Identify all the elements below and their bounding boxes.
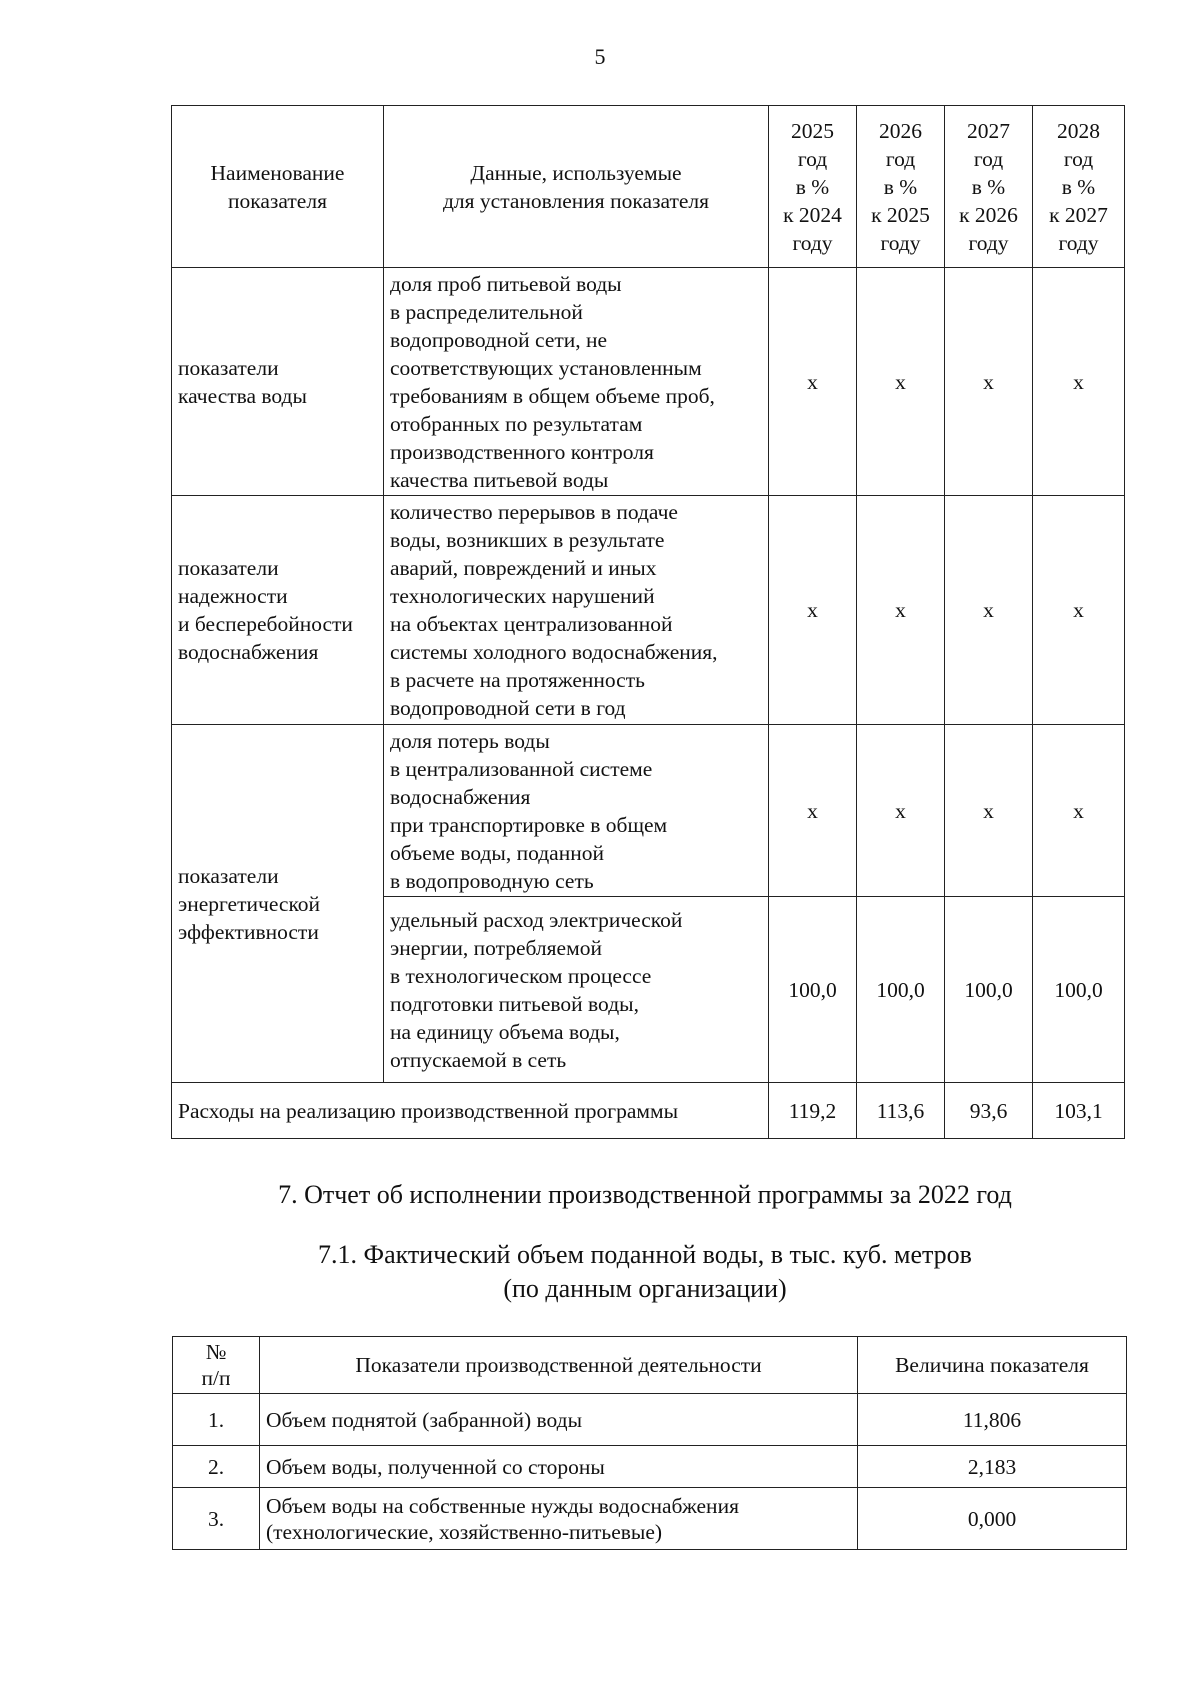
value-2026: х bbox=[857, 725, 945, 897]
page-number: 5 bbox=[594, 44, 606, 69]
indicator-name: показатели качества воды bbox=[172, 268, 384, 496]
row-indicator: Объем воды, полученной со стороны bbox=[260, 1446, 858, 1488]
header-year-2026: 2026 год в % к 2025 году bbox=[857, 106, 945, 268]
value-2027: х bbox=[945, 725, 1033, 897]
indicator-description: доля потерь воды в централизованной системе водоснабжения при транспортировке в общем объеме воды, поданной в водопроводную сеть bbox=[384, 725, 769, 897]
table-row bbox=[173, 1488, 1127, 1550]
header-row-number: № п/п bbox=[173, 1337, 260, 1394]
row-number: 3. bbox=[173, 1488, 260, 1550]
value-2028: х bbox=[1033, 496, 1125, 725]
table-row-energy-losses bbox=[172, 725, 1125, 897]
value-2025: х bbox=[769, 496, 857, 725]
row-number: 1. bbox=[173, 1394, 260, 1446]
header-year-2025: 2025 год в % к 2024 году bbox=[769, 106, 857, 268]
row-number: 2. bbox=[173, 1446, 260, 1488]
water-volume-table bbox=[172, 1336, 1127, 1550]
total-label: Расходы на реализацию производственной программы bbox=[172, 1083, 769, 1139]
table-row-reliability bbox=[172, 496, 1125, 725]
value-2027: х bbox=[945, 268, 1033, 496]
section-7-heading: 7. Отчет об исполнении производственной программы за 2022 год bbox=[278, 1180, 1012, 1209]
header-indicator: Показатели производственной деятельности bbox=[260, 1337, 858, 1394]
section-7-1-heading: 7.1. Фактический объем поданной воды, в тыс. куб. метров (по данным организации) bbox=[318, 1240, 972, 1303]
value-2027: х bbox=[945, 496, 1033, 725]
table-row-water-quality bbox=[172, 268, 1125, 496]
row-value: 11,806 bbox=[858, 1394, 1127, 1446]
value-2026: 100,0 bbox=[857, 897, 945, 1083]
table-row bbox=[173, 1394, 1127, 1446]
total-2025: 119,2 bbox=[769, 1083, 857, 1139]
header-value: Величина показателя bbox=[858, 1337, 1127, 1394]
indicators-table bbox=[171, 105, 1125, 1139]
value-2025: х bbox=[769, 268, 857, 496]
table-row bbox=[173, 1446, 1127, 1488]
row-indicator: Объем поднятой (забранной) воды bbox=[260, 1394, 858, 1446]
header-data-used: Данные, используемые для установления показателя bbox=[384, 106, 769, 268]
total-2026: 113,6 bbox=[857, 1083, 945, 1139]
value-2025: х bbox=[769, 725, 857, 897]
header-year-2027: 2027 год в % к 2026 году bbox=[945, 106, 1033, 268]
table-header-row bbox=[172, 106, 1125, 268]
indicator-name: показатели энергетической эффективности bbox=[172, 725, 384, 1083]
indicator-description: доля проб питьевой воды в распределительной водопроводной сети, не соответствующих установленным требованиям в общем объеме проб, отобранных по результатам производственного контроля качества питьевой воды bbox=[384, 268, 769, 496]
table-header-row bbox=[173, 1337, 1127, 1394]
total-2028: 103,1 bbox=[1033, 1083, 1125, 1139]
table-row-total-expenses bbox=[172, 1083, 1125, 1139]
row-indicator: Объем воды на собственные нужды водоснабжения (технологические, хозяйственно-питьевые) bbox=[260, 1488, 858, 1550]
row-value: 2,183 bbox=[858, 1446, 1127, 1488]
header-indicator-name: Наименование показателя bbox=[172, 106, 384, 268]
row-value: 0,000 bbox=[858, 1488, 1127, 1550]
value-2026: х bbox=[857, 496, 945, 725]
indicator-name: показатели надежности и бесперебойности водоснабжения bbox=[172, 496, 384, 725]
value-2027: 100,0 bbox=[945, 897, 1033, 1083]
value-2026: х bbox=[857, 268, 945, 496]
value-2028: х bbox=[1033, 725, 1125, 897]
value-2025: 100,0 bbox=[769, 897, 857, 1083]
total-2027: 93,6 bbox=[945, 1083, 1033, 1139]
header-year-2028: 2028 год в % к 2027 году bbox=[1033, 106, 1125, 268]
indicator-description: количество перерывов в подаче воды, возникших в результате аварий, повреждений и иных технологических нарушений на объектах централизованной системы холодного водоснабжения, в расчете на протяженность водопроводной сети в год bbox=[384, 496, 769, 725]
indicator-description: удельный расход электрической энергии, потребляемой в технологическом процессе подготовки питьевой воды, на единицу объема воды, отпускаемой в сеть bbox=[384, 897, 769, 1083]
value-2028: 100,0 bbox=[1033, 897, 1125, 1083]
value-2028: х bbox=[1033, 268, 1125, 496]
